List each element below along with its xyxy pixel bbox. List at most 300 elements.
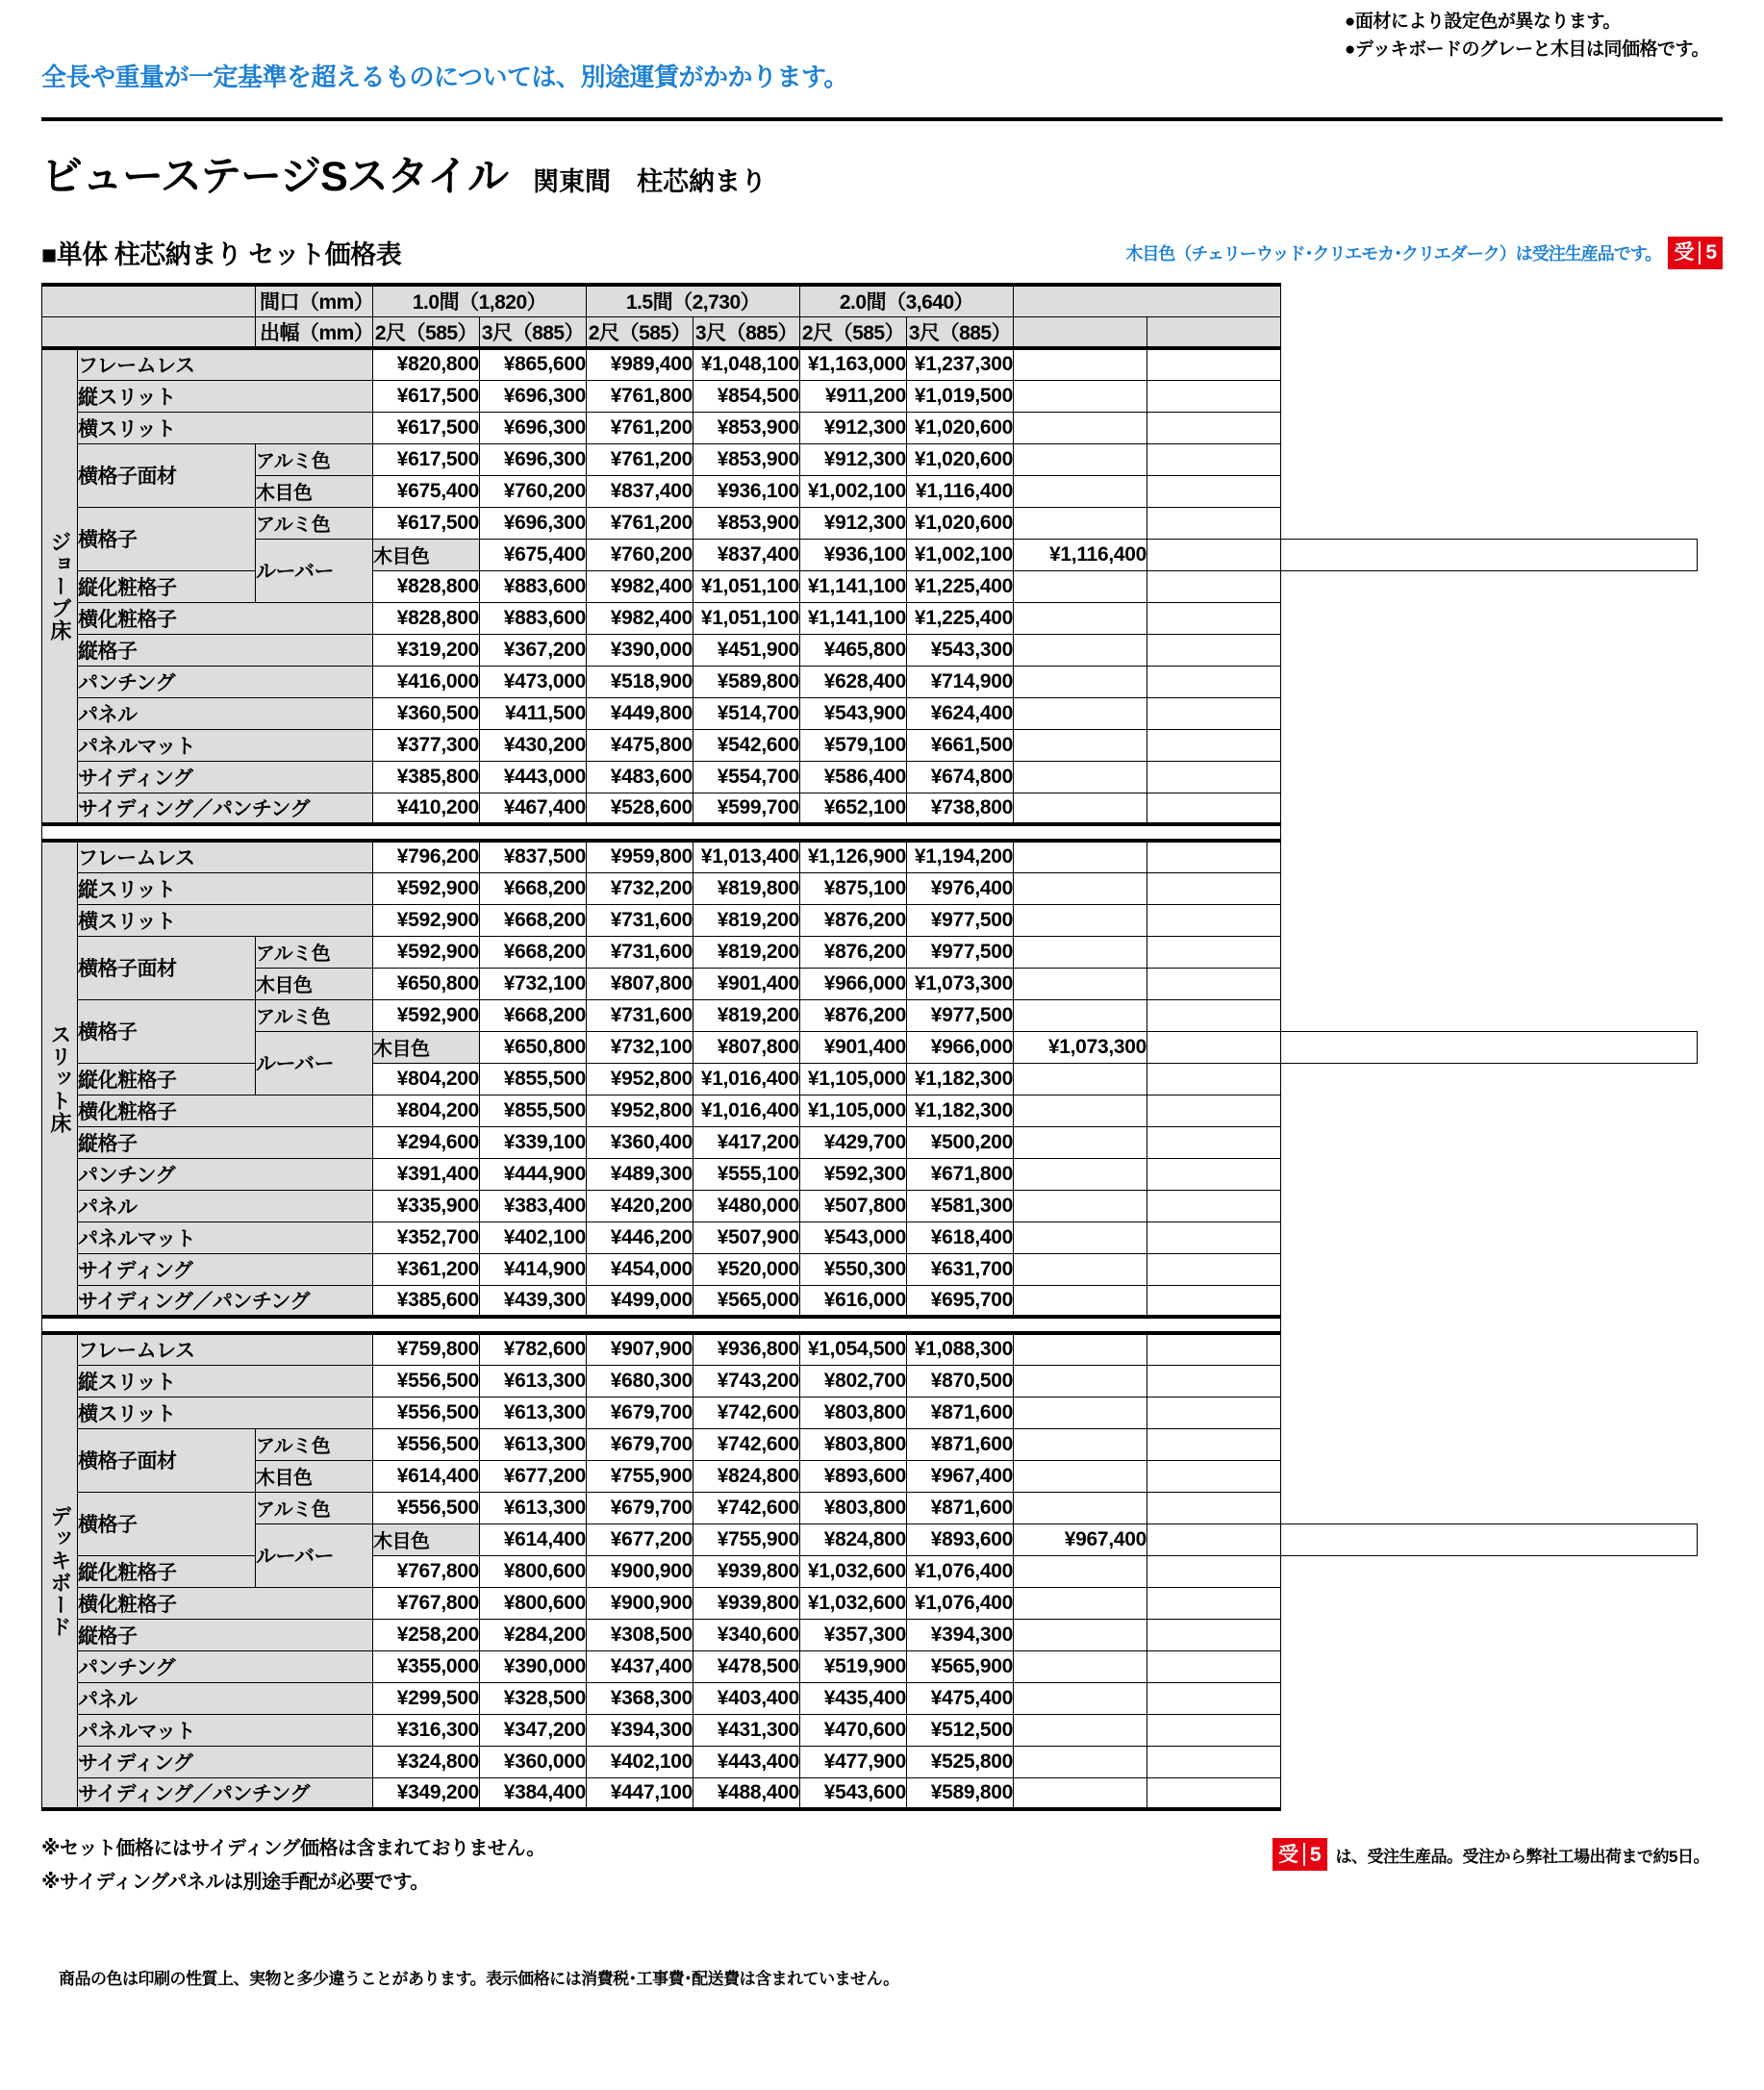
price-cell: ¥512,500: [907, 1714, 1014, 1746]
table-row: [42, 1031, 1698, 1063]
price-cell: ¥417,200: [693, 1126, 800, 1158]
price-cell: ¥876,200: [800, 904, 907, 936]
row-label: 縦格子: [78, 1619, 373, 1650]
price-cell: ¥759,800: [373, 1333, 480, 1365]
blank-cell: [1014, 570, 1147, 602]
header-depth-2-1: 2尺（585）: [587, 316, 693, 348]
blank-cell: [1147, 841, 1281, 872]
price-cell: ¥565,900: [907, 1650, 1014, 1682]
row-group-label: デッキボード: [42, 1333, 78, 1809]
price-cell: ¥556,500: [373, 1397, 480, 1428]
price-cell: ¥1,020,600: [907, 507, 1014, 539]
price-cell: ¥807,800: [587, 968, 693, 999]
table-row: [42, 539, 1698, 570]
blank-cell: [1147, 475, 1281, 507]
header-row-width: [42, 285, 1698, 316]
blank-cell: [1014, 412, 1147, 443]
price-cell: ¥390,000: [587, 634, 693, 666]
price-cell: ¥803,800: [800, 1397, 907, 1428]
price-cell: ¥403,400: [693, 1682, 800, 1714]
blank-cell: [1014, 1587, 1147, 1619]
blank-cell: [1147, 1650, 1281, 1682]
bullet-note-2: ●デッキボードのグレーと木目は同価格です。: [1344, 39, 1709, 61]
price-cell: ¥982,400: [587, 602, 693, 634]
price-cell: ¥679,700: [587, 1428, 693, 1460]
price-cell: ¥507,800: [800, 1190, 907, 1221]
price-cell: ¥361,200: [373, 1253, 480, 1285]
price-cell: ¥1,182,300: [907, 1095, 1014, 1126]
price-cell: ¥384,400: [480, 1777, 587, 1809]
blank-cell: [1147, 634, 1281, 666]
blank-cell: [1147, 1253, 1281, 1285]
blank-cell: [1147, 999, 1281, 1031]
price-cell: ¥761,200: [587, 507, 693, 539]
price-cell: ¥324,800: [373, 1746, 480, 1777]
price-cell: ¥430,200: [480, 729, 587, 761]
price-cell: ¥871,600: [907, 1397, 1014, 1428]
price-cell: ¥489,300: [587, 1158, 693, 1190]
row-sub-label: 木目色: [373, 539, 480, 570]
blank-cell: [1147, 761, 1281, 793]
row-sub-label: アルミ色: [256, 1428, 373, 1460]
row-label: 縦化粧格子: [78, 1555, 373, 1587]
price-cell: ¥865,600: [480, 348, 587, 380]
blank-cell: [1014, 697, 1147, 729]
row-label: パネルマット: [78, 1714, 373, 1746]
price-cell: ¥316,300: [373, 1714, 480, 1746]
price-cell: ¥977,500: [907, 936, 1014, 968]
price-cell: ¥738,800: [907, 793, 1014, 824]
price-cell: ¥820,800: [373, 348, 480, 380]
price-cell: ¥385,600: [373, 1285, 480, 1317]
blank-cell: [1147, 1063, 1281, 1095]
price-cell: ¥650,800: [373, 968, 480, 999]
price-cell: ¥742,600: [693, 1492, 800, 1523]
price-cell: ¥340,600: [693, 1619, 800, 1650]
table-row: [42, 1253, 1698, 1285]
price-cell: ¥543,600: [800, 1777, 907, 1809]
price-cell: ¥339,100: [480, 1126, 587, 1158]
blank-cell: [1014, 1460, 1147, 1492]
price-cell: ¥556,500: [373, 1365, 480, 1397]
blank-cell: [1147, 904, 1281, 936]
price-cell: ¥668,200: [480, 936, 587, 968]
price-cell: ¥871,600: [907, 1428, 1014, 1460]
price-cell: ¥900,900: [587, 1587, 693, 1619]
price-cell: ¥360,500: [373, 697, 480, 729]
price-cell: ¥1,051,100: [693, 570, 800, 602]
blank-cell: [1014, 761, 1147, 793]
price-cell: ¥390,000: [480, 1650, 587, 1682]
header-depth-3-2: 3尺（885）: [907, 316, 1014, 348]
price-cell: ¥410,200: [373, 793, 480, 824]
price-cell: ¥499,000: [587, 1285, 693, 1317]
blank-cell: [1147, 1619, 1281, 1650]
price-cell: ¥613,300: [480, 1365, 587, 1397]
price-cell: ¥675,400: [480, 539, 587, 570]
row-label: サイディング: [78, 1253, 373, 1285]
table-head: [42, 285, 1698, 348]
price-cell: ¥1,105,000: [800, 1063, 907, 1095]
blank-cell: [1014, 1158, 1147, 1190]
price-cell: ¥614,400: [480, 1523, 587, 1555]
price-cell: ¥982,400: [587, 570, 693, 602]
price-cell: ¥451,900: [693, 634, 800, 666]
price-cell: ¥555,100: [693, 1158, 800, 1190]
footnote-badge-group: [1273, 1838, 1709, 1871]
price-cell: ¥592,300: [800, 1158, 907, 1190]
price-cell: ¥837,500: [480, 841, 587, 872]
blank-cell: [1147, 1365, 1281, 1397]
price-table: [41, 283, 1698, 1811]
badge-number: 5: [1705, 241, 1717, 264]
row-label: 横化粧格子: [78, 602, 373, 634]
price-cell: ¥959,800: [587, 841, 693, 872]
price-cell: ¥617,500: [373, 507, 480, 539]
price-cell: ¥631,700: [907, 1253, 1014, 1285]
price-cell: ¥824,800: [800, 1523, 907, 1555]
row-sub-label: 木目色: [373, 1031, 480, 1063]
price-cell: ¥449,800: [587, 697, 693, 729]
price-cell: ¥284,200: [480, 1619, 587, 1650]
price-cell: ¥592,900: [373, 999, 480, 1031]
row-sub-label: 木目色: [256, 1460, 373, 1492]
row-label: ルーバー: [256, 1523, 373, 1587]
price-cell: ¥696,300: [480, 412, 587, 443]
header-blank-1: [1014, 316, 1147, 348]
price-cell: ¥475,800: [587, 729, 693, 761]
table-row: [42, 507, 1698, 539]
disclaimer: 商品の色は印刷の性質上、実物と多少違うことがあります。表示価格には消費税･工事費･配送費は含まれていません。: [59, 1970, 899, 1988]
row-label: 横化粧格子: [78, 1587, 373, 1619]
price-cell: ¥796,200: [373, 841, 480, 872]
price-cell: ¥855,500: [480, 1063, 587, 1095]
price-cell: ¥967,400: [907, 1460, 1014, 1492]
row-label: 横格子: [78, 999, 256, 1063]
blank-cell: [1014, 1492, 1147, 1523]
blank-cell: [1147, 1126, 1281, 1158]
price-cell: ¥520,000: [693, 1253, 800, 1285]
row-label: 横化粧格子: [78, 1095, 373, 1126]
row-sub-label: アルミ色: [256, 936, 373, 968]
blank-cell: [1147, 1555, 1281, 1587]
price-cell: ¥614,400: [373, 1460, 480, 1492]
row-label: 横スリット: [78, 412, 373, 443]
blank-cell: [1014, 1428, 1147, 1460]
blank-cell: [1014, 904, 1147, 936]
price-cell: ¥911,200: [800, 380, 907, 412]
price-cell: ¥394,300: [907, 1619, 1014, 1650]
price-cell: ¥828,800: [373, 602, 480, 634]
price-cell: ¥507,900: [693, 1221, 800, 1253]
badge-char-footer: 受: [1277, 1843, 1298, 1866]
price-cell: ¥586,400: [800, 761, 907, 793]
price-cell: ¥1,073,300: [907, 968, 1014, 999]
price-cell: ¥760,200: [480, 475, 587, 507]
blank-cell: [1147, 1397, 1281, 1428]
price-cell: ¥391,400: [373, 1158, 480, 1190]
header-width-3: 2.0間（3,640）: [800, 285, 1014, 316]
price-cell: ¥807,800: [693, 1031, 800, 1063]
price-cell: ¥1,076,400: [907, 1555, 1014, 1587]
table-row: [42, 1397, 1698, 1428]
price-cell: ¥383,400: [480, 1190, 587, 1221]
price-cell: ¥360,000: [480, 1746, 587, 1777]
price-cell: ¥439,300: [480, 1285, 587, 1317]
price-cell: ¥828,800: [373, 570, 480, 602]
price-cell: ¥731,600: [587, 936, 693, 968]
price-cell: ¥554,700: [693, 761, 800, 793]
footnote-2: ※サイディングパネルは別途手配が必要です。: [41, 1872, 429, 1893]
price-cell: ¥1,019,500: [907, 380, 1014, 412]
price-cell: ¥966,000: [907, 1031, 1014, 1063]
row-label: 横スリット: [78, 904, 373, 936]
price-cell: ¥617,500: [373, 380, 480, 412]
blank-cell: [1147, 872, 1281, 904]
price-cell: ¥319,200: [373, 634, 480, 666]
price-cell: ¥357,300: [800, 1619, 907, 1650]
badge-separator: [1699, 241, 1701, 264]
price-cell: ¥589,800: [693, 666, 800, 697]
price-cell: ¥628,400: [800, 666, 907, 697]
row-sub-label: アルミ色: [256, 999, 373, 1031]
price-cell: ¥1,048,100: [693, 348, 800, 380]
blank-cell: [1014, 1650, 1147, 1682]
price-cell: ¥875,100: [800, 872, 907, 904]
row-label: パンチング: [78, 1158, 373, 1190]
price-cell: ¥543,900: [800, 697, 907, 729]
blank-cell: [1014, 443, 1147, 475]
price-cell: ¥804,200: [373, 1095, 480, 1126]
row-label: パンチング: [78, 666, 373, 697]
blank-cell: [1014, 1126, 1147, 1158]
price-cell: ¥893,600: [800, 1460, 907, 1492]
blank-cell: [1147, 1492, 1281, 1523]
table-row: [42, 1333, 1698, 1365]
price-cell: ¥1,032,600: [800, 1587, 907, 1619]
made-to-order-badge: [1668, 237, 1723, 269]
price-cell: ¥1,237,300: [907, 348, 1014, 380]
price-cell: ¥525,800: [907, 1746, 1014, 1777]
blank-cell: [1014, 1253, 1147, 1285]
header-width-1: 1.0間（1,820）: [373, 285, 587, 316]
price-cell: ¥671,800: [907, 1158, 1014, 1190]
price-cell: ¥731,600: [587, 904, 693, 936]
section-heading: ■単体 柱芯納まり セット価格表: [41, 240, 402, 269]
price-cell: ¥1,020,600: [907, 412, 1014, 443]
blank-cell: [1147, 1031, 1281, 1063]
blank-cell: [1147, 348, 1281, 380]
blank-cell: [1147, 1777, 1281, 1809]
price-cell: ¥714,900: [907, 666, 1014, 697]
price-cell: ¥679,700: [587, 1397, 693, 1428]
price-cell: ¥473,000: [480, 666, 587, 697]
blank-cell: [1014, 507, 1147, 539]
price-cell: ¥883,600: [480, 602, 587, 634]
header-corner-blank: [42, 285, 256, 316]
price-cell: ¥855,500: [480, 1095, 587, 1126]
blank-cell: [1147, 666, 1281, 697]
price-cell: ¥467,400: [480, 793, 587, 824]
blank-cell: [1147, 968, 1281, 999]
blank-cell: [1147, 1587, 1281, 1619]
price-cell: ¥837,400: [587, 475, 693, 507]
row-label: 縦格子: [78, 1126, 373, 1158]
price-cell: ¥402,100: [587, 1746, 693, 1777]
blank-cell: [1014, 729, 1147, 761]
price-cell: ¥377,300: [373, 729, 480, 761]
price-cell: ¥1,194,200: [907, 841, 1014, 872]
price-cell: ¥478,500: [693, 1650, 800, 1682]
blank-cell: [1147, 1095, 1281, 1126]
blank-cell: [1147, 412, 1281, 443]
header-dehaba-label: 出幅（mm）: [256, 316, 373, 348]
price-cell: ¥761,200: [587, 412, 693, 443]
table-row: [42, 1221, 1698, 1253]
price-cell: ¥1,002,100: [800, 475, 907, 507]
price-cell: ¥349,200: [373, 1777, 480, 1809]
table-row: [42, 904, 1698, 936]
price-cell: ¥347,200: [480, 1714, 587, 1746]
price-cell: ¥308,500: [587, 1619, 693, 1650]
price-cell: ¥870,500: [907, 1365, 1014, 1397]
price-cell: ¥1,105,000: [800, 1095, 907, 1126]
table-row: [42, 1428, 1698, 1460]
price-cell: ¥732,100: [587, 1031, 693, 1063]
price-cell: ¥431,300: [693, 1714, 800, 1746]
price-cell: ¥444,900: [480, 1158, 587, 1190]
price-cell: ¥824,800: [693, 1460, 800, 1492]
price-cell: ¥454,000: [587, 1253, 693, 1285]
header-blank-top: [1014, 285, 1281, 316]
price-cell: ¥755,900: [587, 1460, 693, 1492]
blank-cell: [1014, 936, 1147, 968]
badge-number-footer: 5: [1309, 1843, 1322, 1866]
price-cell: ¥613,300: [480, 1428, 587, 1460]
row-sub-label: アルミ色: [256, 507, 373, 539]
price-cell: ¥335,900: [373, 1190, 480, 1221]
table-row: [42, 443, 1698, 475]
block-gap: [42, 824, 1698, 841]
price-cell: ¥761,200: [587, 443, 693, 475]
price-cell: ¥579,100: [800, 729, 907, 761]
price-cell: ¥674,800: [907, 761, 1014, 793]
price-cell: ¥514,700: [693, 697, 800, 729]
price-cell: ¥352,700: [373, 1221, 480, 1253]
table-row: [42, 936, 1698, 968]
table-row: [42, 793, 1698, 824]
price-cell: ¥900,900: [587, 1555, 693, 1587]
header-depth-2-2: 3尺（885）: [693, 316, 800, 348]
price-cell: ¥939,800: [693, 1555, 800, 1587]
blank-cell: [1014, 602, 1147, 634]
blank-cell: [1147, 936, 1281, 968]
blank-cell: [1147, 539, 1281, 570]
price-cell: ¥732,200: [587, 872, 693, 904]
price-cell: ¥394,300: [587, 1714, 693, 1746]
blank-cell: [1147, 729, 1281, 761]
blank-cell: [1014, 872, 1147, 904]
header-corner-blank-2: [42, 316, 256, 348]
price-cell: ¥696,300: [480, 443, 587, 475]
price-cell: ¥411,500: [480, 697, 587, 729]
blank-cell: [1281, 1031, 1698, 1063]
price-cell: ¥952,800: [587, 1063, 693, 1095]
blank-cell: [1014, 666, 1147, 697]
row-group-label: ジョーブ床: [42, 348, 78, 824]
block-gap: [42, 1317, 1698, 1333]
price-cell: ¥1,088,300: [907, 1333, 1014, 1365]
blank-cell: [1147, 1428, 1281, 1460]
header-maguchi-label: 間口（mm）: [256, 285, 373, 316]
row-sub-label: 木目色: [256, 475, 373, 507]
price-cell: ¥767,800: [373, 1555, 480, 1587]
blank-cell: [1014, 1619, 1147, 1650]
price-cell: ¥447,100: [587, 1777, 693, 1809]
blank-cell: [1014, 1221, 1147, 1253]
table-row: [42, 1587, 1698, 1619]
row-label: パネル: [78, 697, 373, 729]
price-cell: ¥1,051,100: [693, 602, 800, 634]
price-cell: ¥803,800: [800, 1492, 907, 1523]
price-cell: ¥837,400: [693, 539, 800, 570]
row-label: サイディング／パンチング: [78, 1777, 373, 1809]
price-cell: ¥650,800: [480, 1031, 587, 1063]
price-cell: ¥853,900: [693, 412, 800, 443]
row-label: パネル: [78, 1682, 373, 1714]
price-cell: ¥804,200: [373, 1063, 480, 1095]
table-row: [42, 1460, 1698, 1492]
row-label: ルーバー: [256, 539, 373, 602]
price-cell: ¥592,900: [373, 904, 480, 936]
price-cell: ¥592,900: [373, 872, 480, 904]
row-label: サイディング／パンチング: [78, 793, 373, 824]
table-row: [42, 761, 1698, 793]
blank-cell: [1147, 1682, 1281, 1714]
price-cell: ¥414,900: [480, 1253, 587, 1285]
table-row: [42, 602, 1698, 634]
blank-cell: [1147, 1333, 1281, 1365]
price-cell: ¥1,073,300: [1014, 1031, 1147, 1063]
blank-cell: [1147, 507, 1281, 539]
price-cell: ¥695,700: [907, 1285, 1014, 1317]
price-cell: ¥976,400: [907, 872, 1014, 904]
price-cell: ¥668,200: [480, 999, 587, 1031]
blank-cell: [1014, 968, 1147, 999]
price-cell: ¥556,500: [373, 1492, 480, 1523]
row-label: 縦格子: [78, 634, 373, 666]
table-row: [42, 1126, 1698, 1158]
price-cell: ¥618,400: [907, 1221, 1014, 1253]
table-row: [42, 968, 1698, 999]
header-blank-2: [1147, 316, 1281, 348]
price-cell: ¥402,100: [480, 1221, 587, 1253]
price-cell: ¥328,500: [480, 1682, 587, 1714]
price-cell: ¥936,100: [800, 539, 907, 570]
blank-cell: [1014, 380, 1147, 412]
price-cell: ¥550,300: [800, 1253, 907, 1285]
table-row: [42, 1095, 1698, 1126]
price-cell: ¥299,500: [373, 1682, 480, 1714]
table-row: [42, 475, 1698, 507]
price-cell: ¥652,100: [800, 793, 907, 824]
price-cell: ¥675,400: [373, 475, 480, 507]
blank-cell: [1147, 1190, 1281, 1221]
row-label: 横格子: [78, 507, 256, 570]
price-cell: ¥731,600: [587, 999, 693, 1031]
row-label: 横格子面材: [78, 936, 256, 999]
blank-cell: [1014, 348, 1147, 380]
